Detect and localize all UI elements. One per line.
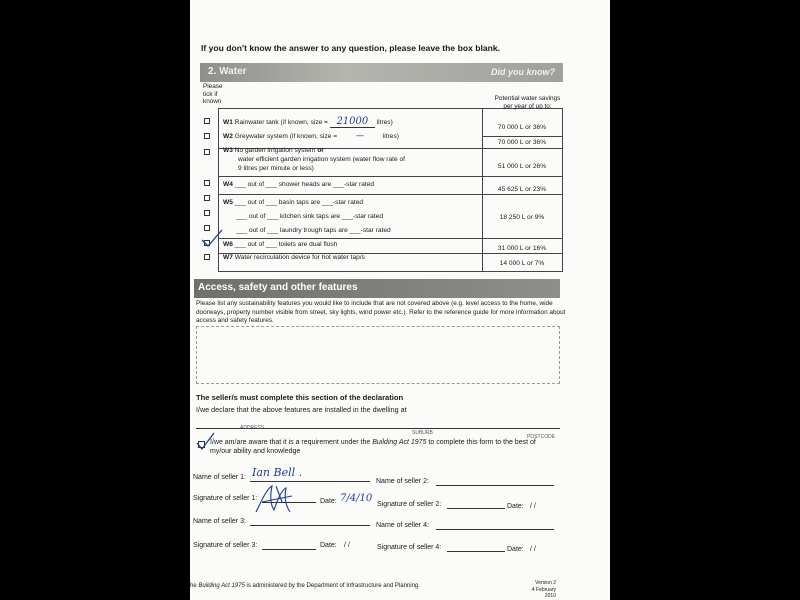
- seller3-date-label: Date:: [320, 542, 337, 549]
- footer-version: [520, 580, 556, 600]
- w2-code: W2: [223, 133, 233, 140]
- seller3-name-input[interactable]: [250, 525, 370, 526]
- w2-size-input[interactable]: —: [355, 131, 364, 140]
- access-section-header: [194, 279, 560, 298]
- seller1-date-value[interactable]: 7/4/10: [340, 493, 373, 504]
- seller1-signature: [252, 482, 300, 516]
- footer-part: he: [190, 583, 199, 589]
- seller2-signature-input[interactable]: [447, 508, 505, 509]
- w6-check-mark: [200, 228, 224, 248]
- w5-text2: ___ out of ___ kitchen sink taps are ___-star rated: [236, 212, 383, 220]
- version-date: 4 February 2010: [531, 586, 556, 599]
- tick-header-line: known: [203, 98, 222, 106]
- w4-code: W4: [223, 181, 233, 188]
- tick-header-line: tick if: [203, 90, 218, 98]
- seller3-name-label: Name of seller 3:: [193, 518, 246, 525]
- aware-text: to complete this form to the best of: [426, 439, 536, 446]
- w5-kitchen-checkbox[interactable]: [204, 210, 210, 216]
- w5-text3: ___ out of ___ laundry trough taps are ___-star rated: [236, 226, 391, 234]
- w6-row: [223, 241, 337, 248]
- table-rule: [218, 238, 562, 239]
- seller2-signature-label: Signature of seller 2:: [377, 501, 442, 508]
- w7-checkbox[interactable]: [204, 254, 210, 260]
- w1-text: Rainwater tank (if known, size =: [234, 119, 330, 126]
- seller4-date-input[interactable]: / /: [530, 546, 536, 553]
- w1-row: [223, 116, 393, 128]
- aware-text: I/we am/are aware that it is a requirement under the: [210, 439, 373, 446]
- w1-suffix: litres): [374, 119, 393, 126]
- table-divider: [562, 108, 563, 272]
- w3-or: or: [317, 147, 324, 154]
- w5-checkbox[interactable]: [204, 195, 210, 201]
- seller2-name-input[interactable]: [436, 485, 554, 486]
- seller4-date-label: Date:: [507, 546, 524, 553]
- tick-header-line: Please: [203, 83, 223, 90]
- suburb-label: SUBURB: [412, 430, 433, 436]
- water-section-header: [200, 63, 563, 82]
- intro-instruction: If you don't know the answer to any question, please leave the box blank.: [201, 43, 501, 53]
- access-instructions: Please list any sustainability features you would like to include that are not covered above (e.g. level access to the home, wide doorways, property number visible from street, sky lights, wind power etc.). Refer to the reference guide for more information about access and safety features.: [196, 300, 566, 325]
- declaration-line: I/we declare that the above features are installed in the dwelling at: [196, 405, 407, 414]
- w2-suffix: litres): [380, 133, 399, 140]
- seller1-name-value: Ian Bell .: [252, 466, 303, 479]
- w1-size-input[interactable]: 21000: [330, 116, 375, 128]
- w2-checkbox[interactable]: [204, 133, 210, 139]
- seller1-date-label: Date:: [320, 498, 337, 505]
- w4-saving: 45 625 L or 23%: [497, 186, 547, 193]
- w4-text: ___ out of ___ shower heads are ___-star rated: [234, 181, 375, 188]
- w2-row: [223, 131, 399, 140]
- did-you-know-label: Did you know?: [491, 67, 555, 77]
- seller1-name-label: Name of seller 1:: [193, 474, 246, 481]
- w3-text2: water efficient garden irrigation system (water flow rate of: [238, 156, 405, 164]
- seller4-name-input[interactable]: [436, 529, 554, 530]
- form-page: [190, 0, 610, 600]
- address-label: ADDRESS: [240, 425, 265, 431]
- w6-text: ___ out of ___ toilets are dual flush: [234, 241, 338, 248]
- w3-text3: 9 litres per minute or less): [238, 165, 314, 173]
- access-features-textarea[interactable]: [196, 326, 560, 384]
- seller2-name-label: Name of seller 2:: [376, 478, 429, 485]
- seller2-date-label: Date:: [507, 503, 524, 510]
- seller1-signature-label: Signature of seller 1:: [193, 495, 258, 502]
- table-rule: [218, 176, 562, 177]
- w3-checkbox[interactable]: [204, 149, 210, 155]
- savings-header-line: per year of up to:: [503, 102, 552, 110]
- w3-code: W3: [223, 147, 233, 154]
- seller2-date-input[interactable]: / /: [530, 503, 536, 510]
- w6-saving: 31 000 L or 16%: [497, 245, 547, 252]
- aware-statement: [210, 438, 560, 457]
- w7-row: [223, 254, 365, 261]
- water-section-title: 2. Water: [208, 66, 247, 77]
- tick-header: [203, 83, 223, 106]
- w6-code: W6: [223, 241, 233, 248]
- w4-row: [223, 181, 374, 188]
- w1-saving: 70 000 L or 36%: [497, 124, 547, 131]
- table-rule: [482, 136, 562, 137]
- aware-act: Building Act 1975: [372, 439, 427, 446]
- w1-code: W1: [223, 119, 233, 126]
- seller3-signature-input[interactable]: [262, 549, 316, 550]
- seller3-date-input[interactable]: / /: [344, 542, 350, 549]
- w2-saving: 70 000 L or 36%: [497, 139, 547, 146]
- w5-text: ___ out of ___ basin taps are ___-star rated: [234, 199, 364, 206]
- footer-part: is administered by the Department of Infrastructure and Planning.: [244, 583, 420, 589]
- w7-text: Water recirculation device for hot water tap/s: [234, 254, 365, 261]
- w5-row: [223, 196, 391, 238]
- postcode-label: POSTCODE: [527, 434, 556, 440]
- savings-header-line: Potential water savings: [494, 95, 561, 102]
- w3-text: No garden irrigation system: [234, 147, 316, 154]
- seller3-signature-label: Signature of seller 3:: [193, 542, 258, 549]
- seller4-signature-input[interactable]: [447, 551, 505, 552]
- table-rule: [218, 108, 562, 109]
- aware-text: my/our ability and knowledge: [210, 448, 301, 456]
- w1-checkbox[interactable]: [204, 118, 210, 124]
- w2-text: Greywater system (if known, size =: [234, 133, 339, 140]
- declaration-heading: The seller/s must complete this section of the declaration: [196, 393, 404, 402]
- w7-code: W7: [223, 254, 233, 261]
- table-rule: [218, 194, 562, 195]
- seller4-name-label: Name of seller 4:: [376, 522, 429, 529]
- footer-act: Building Act 1975: [198, 583, 245, 589]
- access-section-title: Access, safety and other features: [198, 282, 358, 293]
- table-rule: [218, 271, 562, 272]
- w4-checkbox[interactable]: [204, 180, 210, 186]
- w7-saving: 14 000 L or 7%: [499, 260, 545, 267]
- w3-row: [223, 146, 405, 174]
- seller4-signature-label: Signature of seller 4:: [377, 544, 442, 551]
- w5-code: W5: [223, 199, 233, 206]
- version-label: Version 2: [535, 580, 556, 586]
- w3-saving: 51 000 L or 26%: [497, 163, 547, 170]
- w5-saving: 18 250 L or 9%: [499, 214, 545, 221]
- footer-text: [190, 583, 420, 589]
